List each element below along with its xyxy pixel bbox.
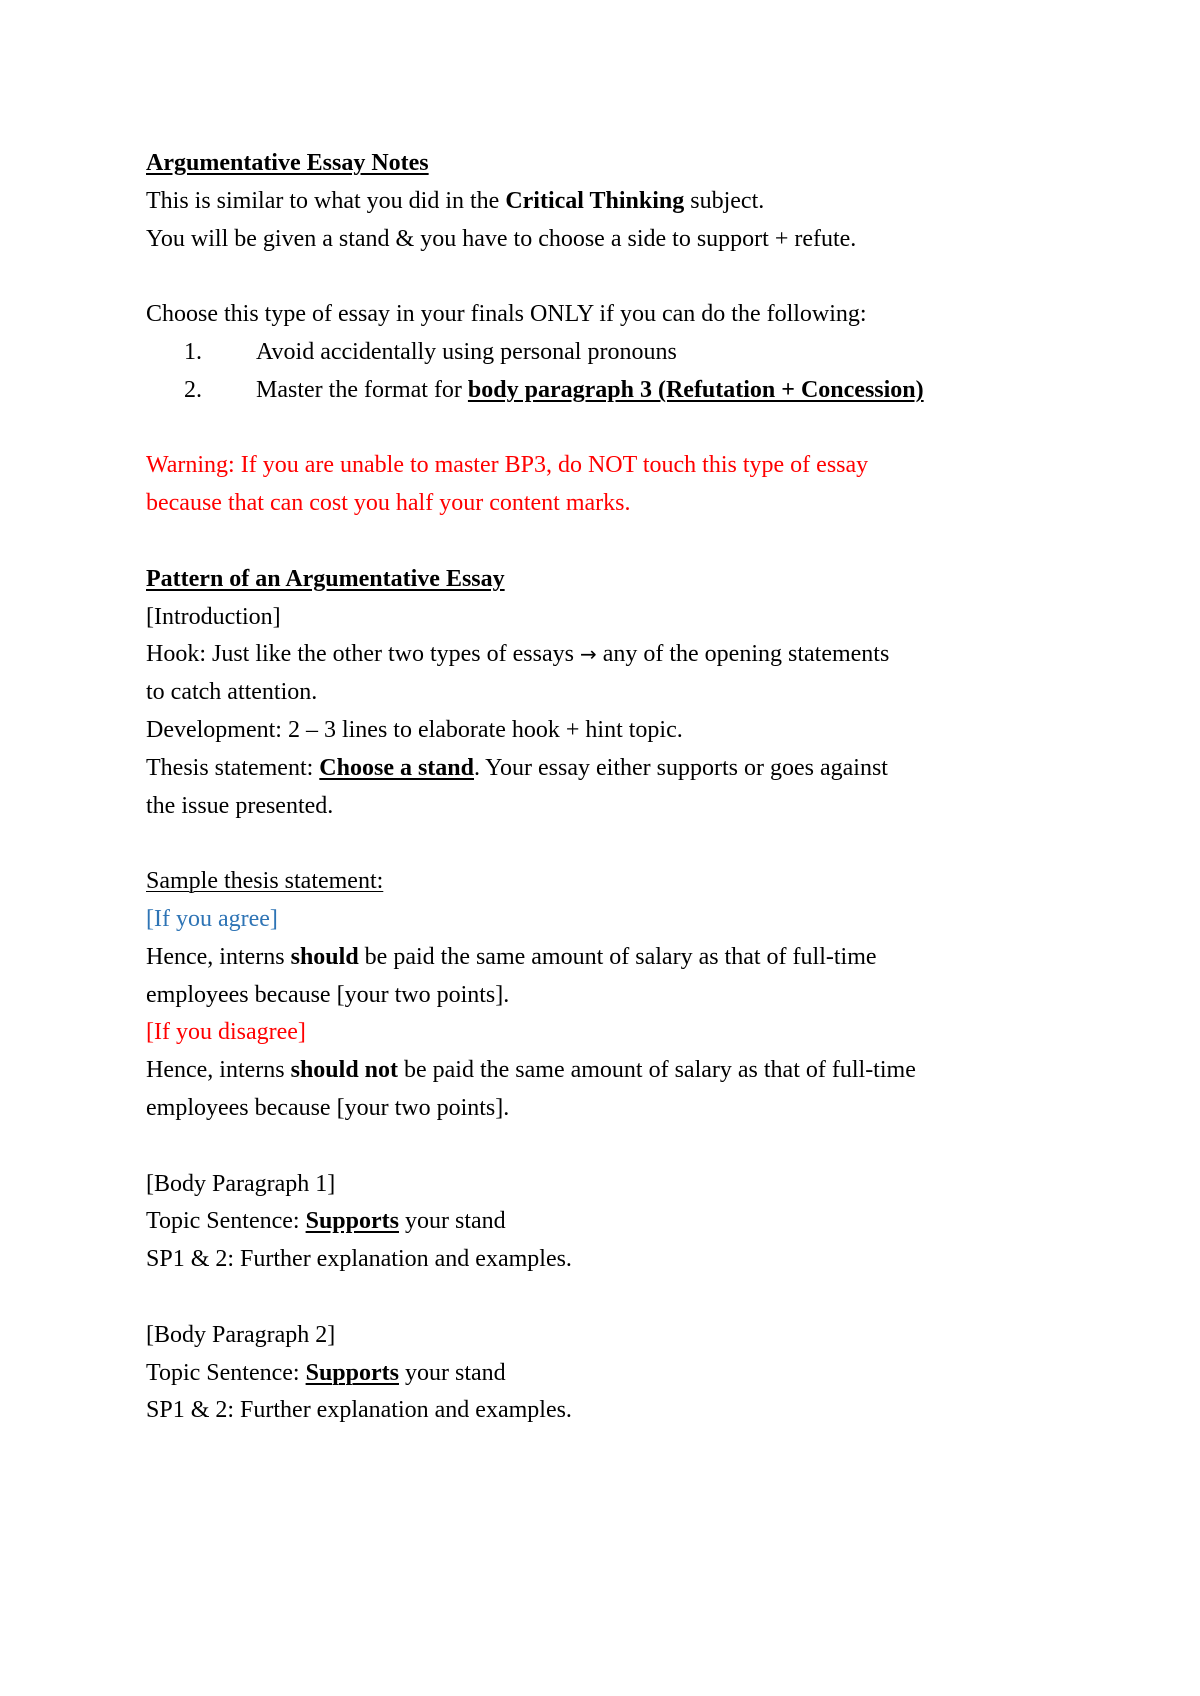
spacer: [146, 523, 1086, 561]
list-item: [146, 372, 1086, 410]
topic-sentence-line: Topic Sentence: Supports your stand: [146, 1208, 506, 1235]
sample-heading: Sample thesis statement:: [146, 868, 384, 895]
spacer: [146, 1128, 1086, 1166]
list-text: Avoid accidentally using personal pronouns: [256, 338, 677, 365]
warning-line-2: because that can cost you half your content marks.: [146, 490, 631, 517]
hook-line: Hook: Just like the other two types of essays → any of the opening statements: [146, 641, 890, 668]
disagree-label: [If you disagree]: [146, 1019, 306, 1046]
body-paragraph-label: [Body Paragraph 1]: [146, 1170, 336, 1197]
spacer: [146, 1279, 1086, 1317]
agree-line: Hence, interns should be paid the same amount of salary as that of full-time: [146, 943, 877, 970]
topic-sentence-line: Topic Sentence: Supports your stand: [146, 1359, 506, 1386]
introduction-label: [Introduction]: [146, 603, 281, 630]
document-title: Argumentative Essay Notes: [146, 150, 429, 176]
spacer: [146, 410, 1086, 448]
right-arrow-icon: →: [579, 642, 597, 667]
agree-line-2: employees because [your two points].: [146, 981, 510, 1008]
development-line: Development: 2 – 3 lines to elaborate hook + hint topic.: [146, 716, 683, 743]
critical-thinking-text: Critical Thinking: [505, 187, 685, 214]
spacer: [146, 258, 1086, 296]
list-text: Master the format for body paragraph 3 (Refutation + Concession): [256, 376, 924, 403]
body-paragraph-label: [Body Paragraph 2]: [146, 1321, 336, 1348]
agree-label: [If you agree]: [146, 905, 278, 932]
list-number: 1.: [184, 338, 202, 365]
spacer: [146, 825, 1086, 863]
disagree-line: Hence, interns should not be paid the same amount of salary as that of full-time: [146, 1057, 916, 1084]
thesis-line-2: the issue presented.: [146, 792, 334, 819]
choose-lead: Choose this type of essay in your finals ONLY if you can do the following:: [146, 301, 867, 328]
intro-line-2: You will be given a stand & you have to choose a side to support + refute.: [146, 225, 857, 252]
supporting-points-line: SP1 & 2: Further explanation and examples.: [146, 1246, 572, 1273]
list-number: 2.: [184, 376, 202, 403]
thesis-line: Thesis statement: Choose a stand. Your essay either supports or goes against: [146, 754, 888, 781]
intro-line-1: This is similar to what you did in the Critical Thinking subject.: [146, 187, 765, 214]
disagree-line-2: employees because [your two points].: [146, 1094, 510, 1121]
list-item: [146, 334, 1086, 372]
hook-line-2: to catch attention.: [146, 679, 318, 706]
supporting-points-line: SP1 & 2: Further explanation and examples.: [146, 1397, 572, 1424]
pattern-heading: Pattern of an Argumentative Essay: [146, 565, 505, 592]
document-content: [146, 145, 1086, 1430]
warning-line-1: Warning: If you are unable to master BP3, do NOT touch this type of essay: [146, 452, 869, 479]
